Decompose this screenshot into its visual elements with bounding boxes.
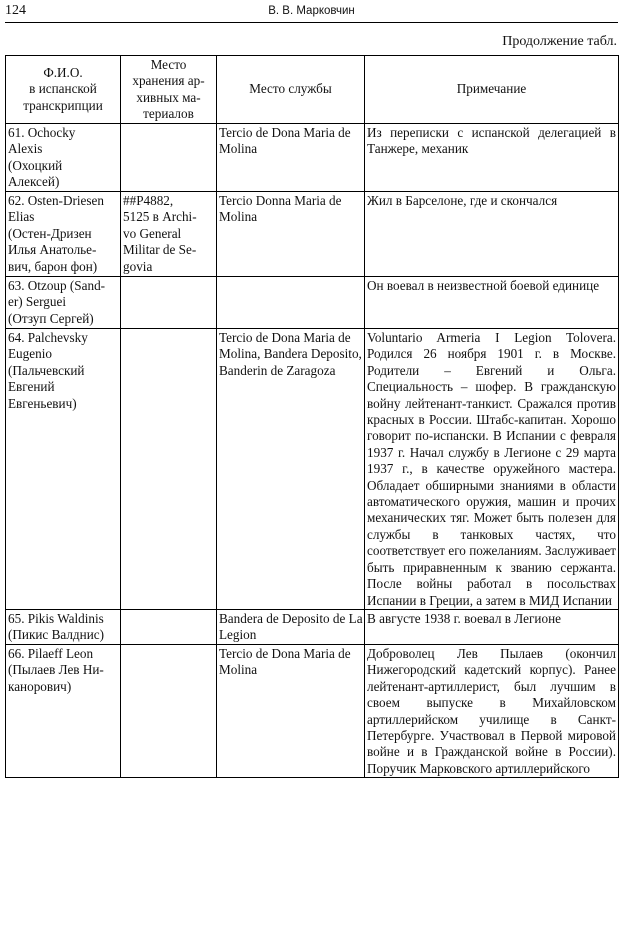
cell-name: 66. Pilaeff Leon (Пылаев Лев Ни- канорович) [6,644,121,777]
column-header-name: Ф.И.О. в испанской транскрипции [6,56,121,124]
table-row [6,192,619,277]
cell-archive: ##P4882, 5125 в Archi- vo General Militar de Se- govia [121,192,217,277]
table-continued-label: Продолжение табл. [502,34,617,49]
column-header-note: Примечание [365,56,619,124]
volunteers-table [5,55,619,778]
cell-name: 61. Ochocky Alexis (Охоцкий Алексей) [6,124,121,192]
cell-archive [121,609,217,644]
cell-service: Tercio de Dona Maria de Molina [217,644,365,777]
cell-name: 63. Otzoup (Sand- er) Serguei (Отзуп Сергей) [6,277,121,329]
cell-service: Tercio de Dona Maria de Molina, Bandera Deposito, Banderin de Zaragoza [217,329,365,610]
cell-service: Tercio de Dona Maria de Molina [217,124,365,192]
page-header [5,2,618,23]
cell-name: 62. Osten-Driesen Elias (Остен-Дризен Илья Анатолье- вич, барон фон) [6,192,121,277]
column-header-service: Место службы [217,56,365,124]
cell-service [217,277,365,329]
table-row [6,277,619,329]
table-row [6,329,619,610]
table-row [6,609,619,644]
cell-note: Доброволец Лев Пылаев (окончил Нижегородский кадетский корпус). Ранее лейтенант-артиллерист, был лучшим в своем выпуске в Михайловском артиллерийском училище в Санкт-Петербурге. Участвовал в Первой мировой войне и в Гражданской войне в России). Поручик Марковского артиллерийского [365,644,619,777]
page-number: 124 [5,3,26,18]
cell-service: Bandera de Deposito de La Legion [217,609,365,644]
cell-name: 65. Pikis Waldinis (Пикис Валднис) [6,609,121,644]
cell-archive [121,644,217,777]
cell-archive [121,277,217,329]
table-row [6,124,619,192]
cell-service: Tercio Donna Maria de Molina [217,192,365,277]
table-row [6,644,619,777]
running-head: В. В. Марковчин [268,5,355,17]
cell-name: 64. Palchevsky Eugenio (Пальчевский Евгений Евгеньевич) [6,329,121,610]
cell-archive [121,124,217,192]
cell-note: Жил в Барселоне, где и скончался [365,192,619,277]
cell-note: Voluntario Armeria I Legion Tolovera. Родился 26 ноября 1901 г. в Москве. Родители – Евгений и Ольга. Специальность – шофер. В гражданскую войну лейтенант-танкист. Сражался против красных в России. Штабс-капитан. Хорошо говорит по-испански. В Испании с февраля 1937 г. Начал службу в Легионе с 29 марта 1937 г., в качестве оружейного мастера. Обладает обширными знаниями в области автоматического оружия, машин и прочих механических тяг. Может быть полезен для службы в танковых частях, что соответствует его пожеланиям. Заслуживает быть приравненным к званию сержанта. После войны работал в посольствах Испании в Греции, а затем в МИД Испании [365,329,619,610]
cell-note: Он воевал в неизвестной боевой единице [365,277,619,329]
column-header-archive: Место хранения ар- хивных ма- териалов [121,56,217,124]
cell-note: В августе 1938 г. воевал в Легионе [365,609,619,644]
cell-archive [121,329,217,610]
cell-note: Из переписки с испанской делегацией в Танжере, механик [365,124,619,192]
